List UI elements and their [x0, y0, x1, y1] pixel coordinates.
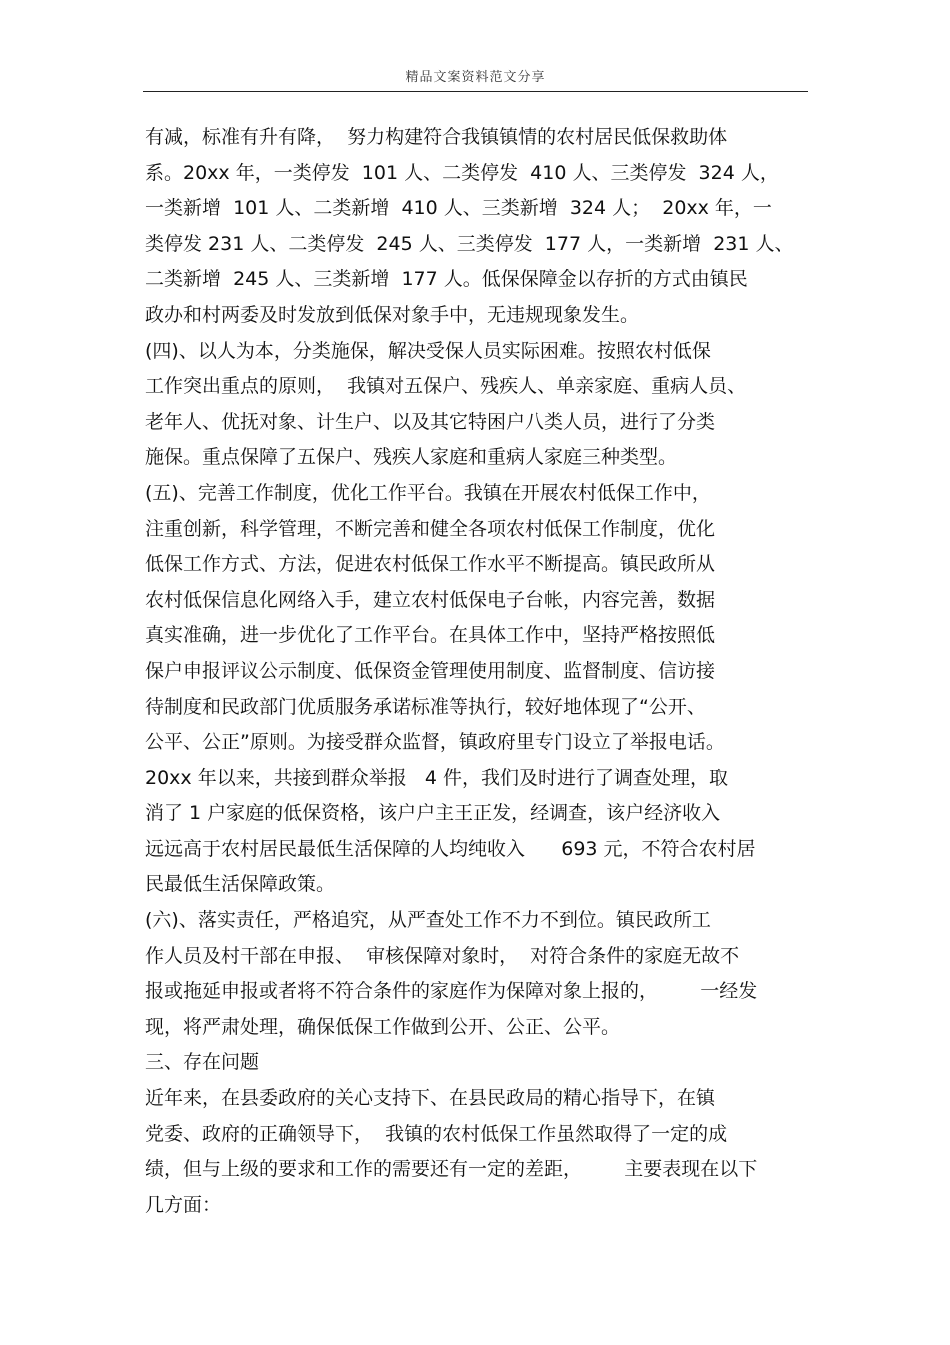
- text-line: 现，将严肃处理，确保低保工作做到公开、公正、公平。: [145, 1015, 621, 1038]
- text-line: 远远高于农村居民最低生活保障的人均纯收入 693 元，不符合农村居: [145, 837, 756, 860]
- text-line: 报或拖延申报或者将不符合条件的家庭作为保障对象上报的， 一经发: [145, 980, 758, 1003]
- text-line: 待制度和民政部门优质服务承诺标准等执行，较好地体现了“公开、: [145, 695, 706, 718]
- text-line: 老年人、优抚对象、计生户、以及其它特困户八类人员，进行了分类: [145, 410, 716, 433]
- section-heading-4: (四)、以人为本，分类施保，解决受保人员实际困难。按照农村低保: [145, 339, 711, 362]
- text-line: 民最低生活保障政策。: [145, 873, 336, 896]
- text-line: 低保工作方式、方法，促进农村低保工作水平不断提高。镇民政所从: [145, 553, 716, 576]
- text-line: 近年来，在县委政府的关心支持下、在县民政局的精心指导下，在镇: [145, 1087, 716, 1110]
- text-line: 类停发 231 人、二类停发 245 人、三类停发 177 人，一类新增 231 人、: [145, 232, 794, 255]
- text-line: 施保。重点保障了五保户、残疾人家庭和重病人家庭三种类型。: [145, 446, 678, 469]
- text-line: 二类新增 245 人、三类新增 177 人。低保保障金以存折的方式由镇民: [145, 268, 748, 291]
- text-line: 一类新增 101 人、二类新增 410 人、三类新增 324 人； 20xx 年，一: [145, 197, 772, 220]
- text-line: 保户申报评议公示制度、低保资金管理使用制度、监督制度、信访接: [145, 659, 716, 682]
- text-line: 有减，标准有升有降， 努力构建符合我镇镇情的农村居民低保救助体: [145, 126, 728, 148]
- text-line: 农村低保信息化网络入手，建立农村低保电子台帐，内容完善，数据: [145, 588, 716, 611]
- text-line: 系。20xx 年，一类停发 101 人、二类停发 410 人、三类停发 324 人，: [145, 161, 779, 184]
- section-heading-6: (六)、落实责任，严格追究，从严查处工作不力不到位。镇民政所工: [145, 909, 711, 932]
- text-line: 20xx 年以来，共接到群众举报 4 件，我们及时进行了调查处理，取: [145, 766, 728, 789]
- text-line: 党委、政府的正确领导下， 我镇的农村低保工作虽然取得了一定的成: [145, 1122, 728, 1145]
- section-heading-problems: 三、存在问题: [145, 1051, 260, 1074]
- text-line: 几方面：: [145, 1193, 222, 1216]
- text-line: 消了 1 户家庭的低保资格，该户户主王正发，经调查，该户经济收入: [145, 802, 721, 825]
- page-header-title: 精品文案资料范文分享: [405, 70, 546, 85]
- section-heading-5: (五)、完善工作制度，优化工作平台。我镇在开展农村低保工作中，: [145, 481, 711, 504]
- text-line: 工作突出重点的原则， 我镇对五保户、残疾人、单亲家庭、重病人员、: [145, 375, 747, 398]
- text-line: 真实准确，进一步优化了工作平台。在具体工作中，坚持严格按照低: [145, 624, 716, 647]
- text-line: 作人员及村干部在申报、 审核保障对象时， 对符合条件的家庭无故不: [145, 944, 740, 967]
- text-line: 公平、公正”原则。为接受群众监督，镇政府里专门设立了举报电话。: [145, 731, 725, 754]
- text-line: 注重创新，科学管理，不断完善和健全各项农村低保工作制度，优化: [145, 517, 716, 540]
- text-line: 绩，但与上级的要求和工作的需要还有一定的差距， 主要表现在以下: [145, 1158, 758, 1181]
- header-divider: [143, 91, 808, 92]
- text-line: 政办和村两委及时发放到低保对象手中，无违规现象发生。: [145, 303, 640, 326]
- document-body: [145, 120, 810, 1223]
